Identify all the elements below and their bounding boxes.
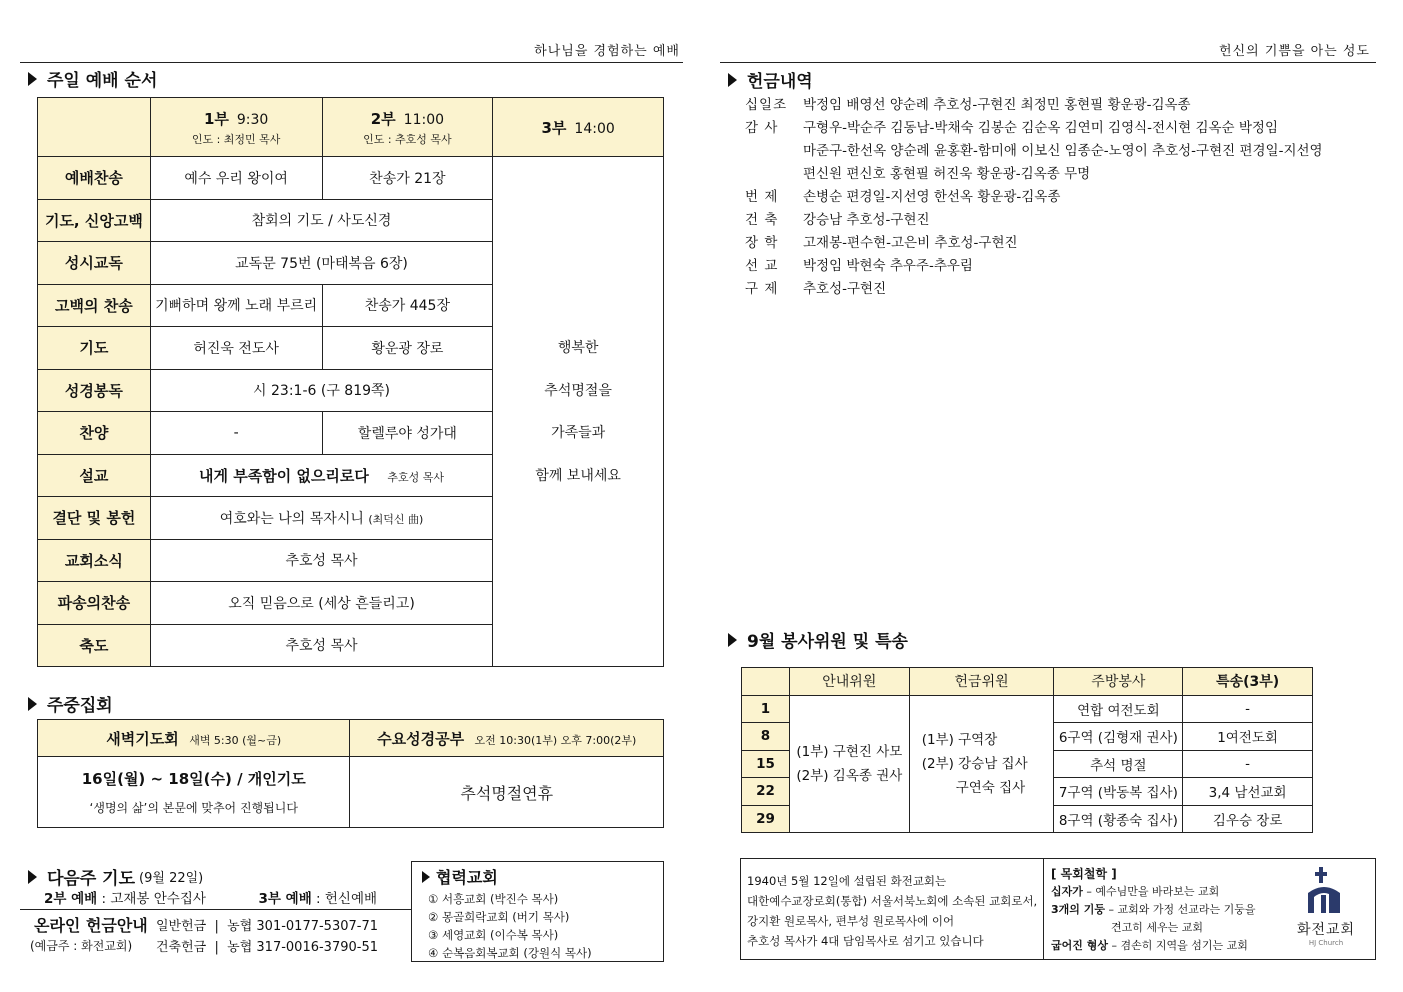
row-label: 성시교독 (38, 242, 151, 285)
header-right-title: 헌신의 기쁨을 아는 성도 (1219, 44, 1370, 59)
special-cell: - (1183, 750, 1313, 778)
row-label: 기도, 신앙고백 (38, 199, 151, 242)
row-label: 설교 (38, 454, 151, 497)
list-item: ② 몽골희락교회 (버기 목사) (428, 910, 570, 924)
row-s1: 허진욱 전도사 (150, 327, 322, 370)
offering-row: 구 제 추호성-구현진 (745, 281, 887, 297)
row-label: 결단 및 봉헌 (38, 497, 151, 540)
midweek-section-title (28, 691, 113, 716)
offering-row: 십일조 박정임 배영선 양순례 추호성-구현진 최정민 홍현필 황운광-김옥종 (745, 97, 1191, 113)
offering-title-text: 헌금내역 (747, 72, 813, 92)
dawn-prayer-body: 16일(월) ~ 18일(수) / 개인기도 ‘생명의 삶’의 본문에 맞추어 진행됩니다 (38, 757, 350, 828)
offering-section-title (728, 67, 813, 92)
row-s1: - (150, 412, 322, 455)
special-cell: 3,4 남선교회 (1183, 778, 1313, 806)
staff-section-title (728, 627, 908, 652)
staff-table (741, 667, 1313, 833)
row-merged: 교독문 75번 (마태복음 6장) (150, 242, 492, 285)
offering-row: 번 제 손병순 편경일-지선영 한선옥 황운광-김옥종 (745, 189, 1061, 205)
week-cell: 22 (742, 778, 790, 806)
church-sub: HJ Church (1308, 939, 1344, 947)
staff-corner (742, 668, 790, 696)
church-history: 1940년 5월 12일에 설립된 화전교회는 대한예수교장로회(통합) 서울서북노회에 소속된 교회로서, 강지환 원로목사, 편부성 원로목사에 이어 추호성 목사가 4대 담임목사로 섬기고 있습니다 (747, 874, 1038, 948)
row-merged: 시 23:1-6 (구 819쪽) (150, 369, 492, 412)
list-item: ④ 순복음회복교회 (강원식 목사) (428, 946, 592, 960)
offering-row: 건 축 강승남 추호성-구현진 (745, 212, 930, 228)
row-label: 파송의찬송 (38, 582, 151, 625)
next-week-title-text: 다음주 기도 (47, 869, 136, 889)
account-line: 일반헌금 | 농협 301-0177-5307-71 (156, 919, 379, 934)
week-cell: 1 (742, 695, 790, 723)
kitchen-cell: 7구역 (박동복 집사) (1054, 778, 1183, 806)
worship-title-text: 주일 예배 순서 (47, 71, 158, 91)
wednesday-study-body: 추석명절연휴 (350, 757, 664, 828)
row-s2: 찬송가 445장 (322, 284, 493, 327)
row-s2: 황운광 장로 (322, 327, 493, 370)
kitchen-cell: 연합 여전도회 (1054, 695, 1183, 723)
partner-title: 협력교회 (422, 865, 653, 888)
offering-list (745, 94, 1365, 301)
wednesday-study-header: 수요성경공부 오전 10:30(1부) 오후 7:00(2부) (350, 720, 664, 757)
kitchen-cell: 8구역 (황종숙 집사) (1054, 805, 1183, 833)
sermon-preacher: 추호성 목사 (387, 470, 444, 484)
row-s2: 찬송가 21장 (322, 157, 493, 200)
sermon-cell (150, 454, 492, 497)
service-3-note: 행복한 추석명절을 가족들과 함께 보내세요 (493, 157, 664, 667)
triangle-icon (728, 73, 737, 87)
row-merged: 추호성 목사 (150, 624, 492, 667)
offering-hymn-composer: (최덕신 曲) (368, 512, 424, 526)
triangle-icon (728, 633, 737, 647)
divider (1043, 859, 1044, 959)
offering-row: 감 사 구형우-박순주 김동남-박채숙 김봉순 김순옥 김연미 김영식-전시현 김옥순 박정임 마준구-한선옥 양순례 윤홍환-함미애 이보신 임종순-노영이 추호성-구현진 편경일-지선영 편신원 편신호 홍현필 허진욱 황운광-김옥종 무명 (745, 120, 1323, 182)
online-holder: (예금주 : 화전교회) (30, 939, 133, 953)
header-guide: 안내위원 (789, 668, 909, 696)
header-offering: 헌금위원 (909, 668, 1054, 696)
worship-order-table (37, 97, 664, 667)
row-label: 찬양 (38, 412, 151, 455)
special-cell: 1여전도회 (1183, 723, 1313, 751)
midweek-title-text: 주중집회 (47, 696, 113, 716)
row-label: 축도 (38, 624, 151, 667)
church-logo (1287, 865, 1365, 947)
church-name: 화전교회 (1296, 922, 1356, 938)
special-cell: 김우승 장로 (1183, 805, 1313, 833)
header-right-rule (720, 62, 1376, 63)
row-label: 고백의 찬송 (38, 284, 151, 327)
account-line: 건축헌금 | 농협 317-0016-3790-51 (156, 940, 379, 955)
list-item: ① 서흥교회 (박진수 목사) (428, 892, 559, 906)
row-label: 기도 (38, 327, 151, 370)
offering-row: 장 학 고재봉-편수현-고은비 추호성-구현진 (745, 235, 1018, 251)
row-merged: 오직 믿음으로 (세상 흔들리고) (150, 582, 492, 625)
partner-churches-box (411, 861, 664, 962)
row-label: 예배찬송 (38, 157, 151, 200)
row-merged: 추호성 목사 (150, 539, 492, 582)
row-s1: 기뻐하며 왕께 노래 부르리 (150, 284, 322, 327)
header-left-rule (20, 62, 683, 63)
offering-staff-cell: (1부) 구역장 (2부) 강승남 집사 구연숙 집사 (909, 695, 1054, 833)
row-merged: 참회의 기도 / 사도신경 (150, 199, 492, 242)
kitchen-cell: 6구역 (김형재 권사) (1054, 723, 1183, 751)
worship-section-title (28, 66, 157, 91)
kitchen-cell: 추석 명절 (1054, 750, 1183, 778)
week-cell: 29 (742, 805, 790, 833)
triangle-icon (28, 72, 37, 86)
offering-hymn-cell (150, 497, 492, 540)
next-week-date: (9월 22일) (139, 871, 204, 886)
dawn-prayer-header: 새벽기도회 새벽 5:30 (월~금) (38, 720, 350, 757)
service-1-header: 1부 9:30 인도 : 최정민 목사 (150, 98, 322, 157)
triangle-icon (422, 871, 430, 883)
next-week-services: 2부 예배 : 고재봉 안수집사 3부 예배 : 헌신예배 (44, 891, 378, 907)
row-s2: 할렐루야 성가대 (322, 412, 493, 455)
offering-row: 선 교 박정임 박현숙 추우주-추우림 (745, 258, 973, 274)
online-title: 온라인 헌금안내 (34, 916, 148, 935)
sermon-title: 내게 부족함이 없으리로다 (199, 466, 369, 485)
header-special: 특송(3부) (1183, 668, 1313, 696)
week-cell: 8 (742, 723, 790, 751)
header-left-title: 하나님을 경험하는 예배 (534, 44, 680, 59)
service-3-header: 3부 14:00 (493, 98, 664, 157)
church-info-box (740, 858, 1376, 960)
row-label: 성경봉독 (38, 369, 151, 412)
header-kitchen: 주방봉사 (1054, 668, 1183, 696)
staff-title-text: 9월 봉사위원 및 특송 (747, 632, 908, 652)
row-label: 교회소식 (38, 539, 151, 582)
next-week-title (28, 864, 203, 889)
table-corner (38, 98, 151, 157)
offering-hymn-title: 여호와는 나의 목자시니 (219, 510, 364, 527)
ministry-philosophy: [ 목회철학 ] 십자가 – 예수님만을 바라보는 교회 3개의 기둥 – 교회와 가정 선교라는 기둥을 견고히 세우는 교회 굽어진 형상 – 겸손히 지역을 섬기는 교회 (1051, 867, 1256, 952)
service-2-header: 2부 11:00 인도 : 추호성 목사 (322, 98, 493, 157)
triangle-icon (28, 870, 37, 884)
church-logo-icon (1304, 865, 1348, 915)
partner-list (422, 890, 653, 962)
row-s1: 예수 우리 왕이여 (150, 157, 322, 200)
midweek-table (37, 719, 664, 828)
week-cell: 15 (742, 750, 790, 778)
triangle-icon (28, 697, 37, 711)
list-item: ③ 세영교회 (이수복 목사) (428, 928, 559, 942)
online-rule (20, 909, 411, 910)
special-cell: - (1183, 695, 1313, 723)
guide-cell: (1부) 구현진 사모 (2부) 김옥종 권사 (789, 695, 909, 833)
online-accounts (156, 916, 378, 958)
